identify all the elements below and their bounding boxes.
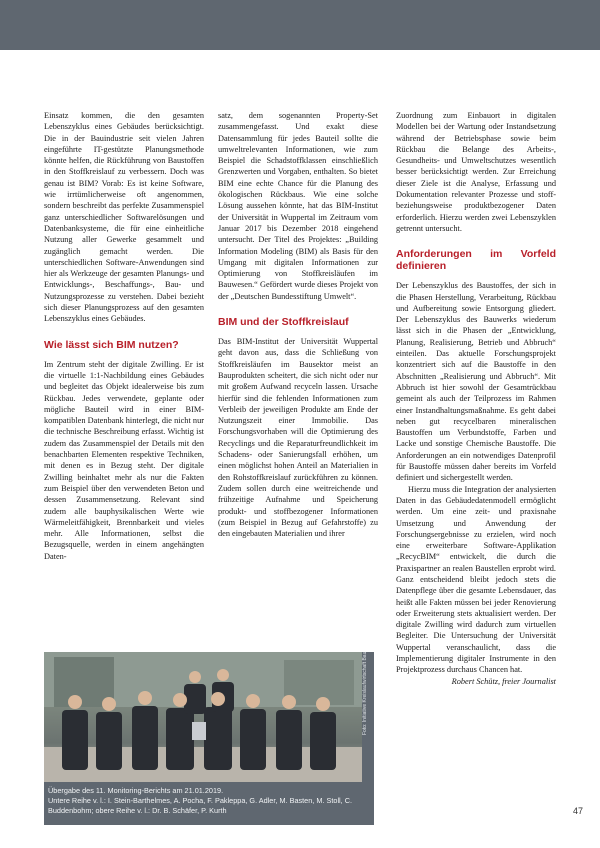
body-paragraph: Einsatz kommen, die den gesamten Lebenszyklus eines Gebäudes berücksichtigt. Die in der Bauindustrie seit vielen Jahren eingeführte IT-gestützte Planungsmethode könnte helfen, die Rückführung von Baustoffen in den Stoffkreislauf zu verbessern. Doch was genau ist BIM? Vorab: Es ist keine Software, wie irrtümlicherweise oft angenommen, sondern beschreibt das perfekte Zusammenspiel ganz unterschiedlicher Softwarelösungen und Datenbanksysteme, die für eine einheitliche Nutzung aller Gewerke gesammelt und zugänglich gemacht werden. Die unterschiedlichen Software-Anwendungen sind hier als Werkzeuge der gesamten Planungs- und Entwicklungs-, Beschaffungs-, Bau- und Nutzungsprozesse zu verstehen. Dabei bezieht sich dieser Planungsprozess auf den gesamten Lebenszyklus eines Gebäudes. bbox=[44, 111, 204, 324]
group-photo-illustration bbox=[44, 652, 362, 782]
body-paragraph: Im Zentrum steht der digitale Zwilling. Er ist die virtuelle 1:1-Nachbildung eines Gebäudes und begleitet das Objekt idealerweise bis zum Rückbau. Jedes verwendete, geplante oder mögliche Bauteil wird in einer BIM-kompatiblen Datenbank hinterlegt, die nicht nur die technische Beschreibung erfasst. Wichtig ist zudem das Zusammenspiel der Details mit den benachbarten Elementen respektive Techniken, mit denen es in Bezug steht. Der digitale Zwilling beinhaltet mehr als nur die Fakten zum Beispiel über den verwendeten Beton und dessen Zusammensetzung. Relevant sind zudem alle bauphysikalischen Werte wie Wärmeleitfähigkeit, Brennbarkeit und vieles mehr. Alle Informationen, selbst die Bezugsquelle, werden in einem angehängten Daten- bbox=[44, 359, 204, 561]
group-photo bbox=[44, 652, 362, 782]
section-heading: Wie lässt sich BIM nutzen? bbox=[44, 338, 179, 351]
photo-credit: Foto: Initiative Kreislaufwirtschaft Bau bbox=[362, 652, 368, 736]
caption-line: Übergabe des 11. Monitoring-Berichts am 21.01.2019. bbox=[48, 786, 224, 795]
body-paragraph: Hierzu muss die Integration der analysierten Daten in das Gebäudedatenmodell ermöglicht werden. Um eine zeit- und praxisnahe Umsetzung und Anwendung der Forschungsergebnisse zu erzielen, wird noch eine erweiterbare Software-Applikation „RecycBIM“ entwickelt, die durch die Praxispartner an realen Baustellen erprobt wird. Ganz entscheidend bleibt jedoch stets die Datenpflege über die gesamte Lebensdauer, das heißt alle Fakten müssen bei jeder Renovierung oder Erweiterung stets aktualisiert werden. Der digitale Zwilling wird dadurch zum virtuellen Begleiter. Die Untersuchung der Universität Wuppertal veranschaulicht, dass die Implementierung digitaler Instrumente in den Projektprozess durchaus Chancen hat. bbox=[396, 484, 556, 675]
body-paragraph: satz, dem sogenannten Property-Set zusammengefasst. Und exakt diese Datensammlung für jedes Bauteil sollte die umweltrelevanten Informationen, wie zum Beispiel die Schadstoffklassen einschließlich Grenzwerten und Vorgaben, enthalten. So bietet BIM eine echte Chance für die Planung des ökologischen Rückbaus. Wie eine solche Lösung aussehen könnte, hat das BIM-Institut der Universität in Wuppertal im Zeitraum vom Januar 2017 bis Dezember 2018 eingehend untersucht. Der Titel des Projektes: „Building Information Modeling (BIM) als Basis für den Umgang mit digitalen Informationen zur Optimierung von Stoffkreisläufen im Bauwesen.“ Gefördert wurde dieses Projekt von der „Deutschen Bundesstiftung Umwelt“. bbox=[218, 111, 378, 301]
photo-caption bbox=[48, 786, 372, 816]
header-band bbox=[0, 0, 600, 50]
body-paragraph: Der Lebenszyklus des Baustoffes, der sich in die Phasen Herstellung, Verarbeitung, Rückbau und Aufbereitung sowie Entsorgung gliedert. Der Lebenszyklus des Bauwerks wiederum lässt sich in die Phasen der „Entwicklung, Planung, Realisierung, Betrieb und Abbruch“ einteilen. Das aktuelle Forschungsprojekt konzentriert sich auf die Baustoffe in den Abschnitten „Realisierung und Abbruch“. Mit Abbruch ist hier sowohl der Gesamtrückbau gemeint als auch der Teilprozess im Rahmen einer Instandhaltungsmaßnahme. Es geht dabei neben gut recycelbaren mineralischen Baustoffen um Verbundstoffe, Farben und Lacke und sonstige Chemische Baustoffe. Die Anforderungen an ein notwendiges Datenprofil für Baustoffe müssen daher bereits im Vorfeld definiert und sichergestellt werden. bbox=[396, 281, 556, 483]
page-number: 47 bbox=[573, 806, 584, 816]
section-heading: Anforderungen im Vorfeld definieren bbox=[396, 248, 556, 273]
caption-line: Untere Reihe v. l.: I. Stein-Barthelmes, A. Pocha, F. Pakleppa, G. Adler, M. Basten, M. Stoll, C. Buddenbohm; obere Reihe v. l.: Dr. B. Schäfer, P. Kurth bbox=[48, 796, 353, 815]
text-column-3 bbox=[396, 110, 556, 687]
text-column-2 bbox=[218, 110, 378, 539]
author-signature: Robert Schütz, freier Journalist bbox=[451, 676, 556, 686]
text-column-1 bbox=[44, 110, 204, 562]
body-paragraph: Das BIM-Institut der Universität Wuppertal geht davon aus, dass die Schließung von Stoffkreisläufen im Bausektor meist an Bauprodukten scheitert, die sich nicht oder nur mit großem Aufwand recyceln lassen. Ursache hierfür sind die fehlenden Informationen zum Verbleib der jeweiligen Produkte am Ende der Nutzungszeit einer Immobilie. Das Forschungsvorhaben will die Optimierung des Recyclings und die Reparaturfreundlichkeit im Schadens- oder Sanierungsfall erhöhen, um einen möglichst hohen Anteil an Materialien in den Rohstoffkreislauf zurückführen zu können. Zudem sollen durch eine weitreichende und frühzeitige Aufnahme und Speicherung produkt- und stoffbezogener Informationen (zum Beispiel in Bezug auf Gefahrstoffe) zu den eingebauten Materialien und ihrer bbox=[218, 337, 378, 539]
body-paragraph: Zuordnung zum Einbauort in digitalen Modellen bei der Wartung oder Instandsetzung während der Betriebsphase sowie beim Rückbau die Belange des Arbeits-, Gesundheits- und Umweltschutzes wesentlich besser berücksichtigt werden. Zur Erreichung dieser Ziele ist die Analyse, Erfassung und Dokumentation relevanter Prozesse und stoff- beziehungsweise produktbezogener Daten erforderlich. Hierzu werden zwei Lebenszyklen getrennt untersucht. bbox=[396, 111, 556, 233]
photo-figure bbox=[44, 652, 374, 825]
section-heading: BIM und der Stoffkreislauf bbox=[218, 316, 349, 329]
